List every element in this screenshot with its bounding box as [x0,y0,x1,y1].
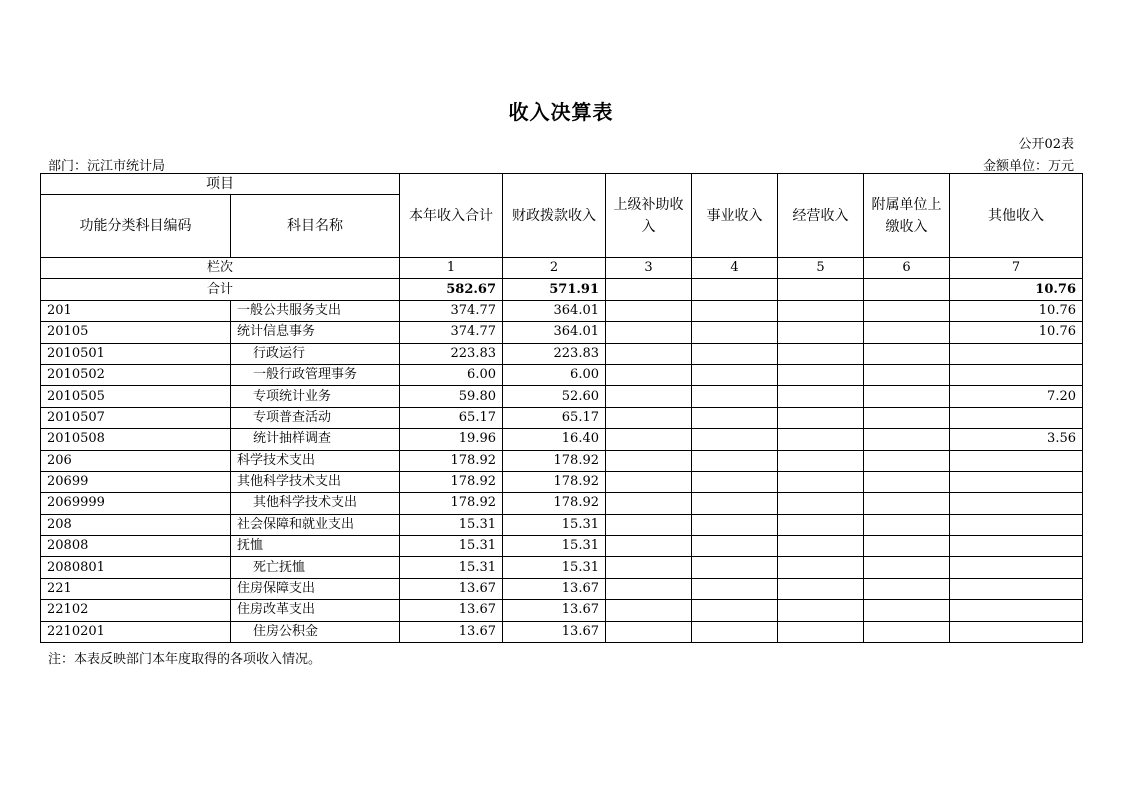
affiliated-cell [864,322,950,343]
operating-cell [778,557,864,578]
other-cell [950,514,1083,535]
other-cell [950,471,1083,492]
fiscal-cell: 178.92 [503,450,606,471]
fiscal-cell: 223.83 [503,343,606,364]
header-fiscal: 财政拨款收入 [503,174,606,258]
other-cell [950,621,1083,642]
table-row [41,343,1083,364]
operating-cell [778,364,864,385]
func-code-cell: 20105 [41,322,231,343]
other-cell [950,407,1083,428]
affiliated-cell [864,343,950,364]
operating-cell [778,386,864,407]
col-num: 6 [864,258,950,279]
other-cell [950,343,1083,364]
header-func-code: 功能分类科目编码 [41,195,231,258]
total-cell: 582.67 [400,279,503,300]
fiscal-cell: 178.92 [503,471,606,492]
header-other: 其他收入 [950,174,1083,258]
fiscal-cell: 178.92 [503,493,606,514]
subject-name-cell: 住房保障支出 [231,578,400,599]
table-row [41,600,1083,621]
table-row [41,493,1083,514]
header-row-1 [41,174,1083,195]
business-cell [692,429,778,450]
table-row [41,621,1083,642]
subject-name-cell: 统计信息事务 [231,322,400,343]
header-operating: 经营收入 [778,174,864,258]
superior-cell [606,536,692,557]
total-cell: 19.96 [400,429,503,450]
affiliated-cell [864,364,950,385]
operating-cell [778,429,864,450]
business-cell [692,450,778,471]
fiscal-cell: 15.31 [503,557,606,578]
col-num: 5 [778,258,864,279]
fiscal-cell: 13.67 [503,578,606,599]
superior-cell [606,600,692,621]
fiscal-cell: 15.31 [503,514,606,535]
operating-cell [778,300,864,321]
total-cell: 13.67 [400,621,503,642]
total-affiliated-cell [864,279,950,300]
table-body [41,300,1083,642]
superior-cell [606,514,692,535]
subject-name-cell: 抚恤 [231,536,400,557]
superior-cell [606,429,692,450]
func-code-cell: 201 [41,300,231,321]
subject-name-cell: 其他科学技术支出 [231,471,400,492]
table-row [41,407,1083,428]
affiliated-cell [864,578,950,599]
func-code-cell: 2010508 [41,429,231,450]
table-row [41,450,1083,471]
header-total: 本年收入合计 [400,174,503,258]
other-cell: 3.56 [950,429,1083,450]
superior-cell [606,557,692,578]
lanci-row [41,258,1083,279]
other-cell [950,493,1083,514]
header-affiliated: 附属单位上缴收入 [864,174,950,258]
subject-name-cell: 住房公积金 [231,621,400,642]
func-code-cell: 206 [41,450,231,471]
col-num: 7 [950,258,1083,279]
fiscal-cell: 364.01 [503,300,606,321]
col-num: 4 [692,258,778,279]
operating-cell [778,471,864,492]
table-row [41,471,1083,492]
other-cell [950,364,1083,385]
col-num: 2 [503,258,606,279]
func-code-cell: 22102 [41,600,231,621]
other-cell: 10.76 [950,322,1083,343]
business-cell [692,600,778,621]
total-operating-cell [778,279,864,300]
form-number: 公开02表 [1018,137,1074,152]
table-row [41,536,1083,557]
table-row [41,322,1083,343]
fiscal-cell: 13.67 [503,600,606,621]
business-cell [692,386,778,407]
operating-cell [778,514,864,535]
total-cell: 13.67 [400,600,503,621]
table-row [41,557,1083,578]
fiscal-cell: 6.00 [503,364,606,385]
affiliated-cell [864,536,950,557]
fiscal-cell: 364.01 [503,322,606,343]
operating-cell [778,450,864,471]
func-code-cell: 208 [41,514,231,535]
other-cell: 7.20 [950,386,1083,407]
business-cell [692,493,778,514]
header-business: 事业收入 [692,174,778,258]
operating-cell [778,536,864,557]
other-cell: 10.76 [950,300,1083,321]
affiliated-cell [864,429,950,450]
superior-cell [606,621,692,642]
footnote: 注：本表反映部门本年度取得的各项收入情况。 [48,652,322,667]
other-cell [950,536,1083,557]
superior-cell [606,322,692,343]
business-cell [692,322,778,343]
superior-cell [606,578,692,599]
subject-name-cell: 住房改革支出 [231,600,400,621]
total-superior-cell [606,279,692,300]
affiliated-cell [864,557,950,578]
func-code-cell: 221 [41,578,231,599]
affiliated-cell [864,471,950,492]
business-cell [692,471,778,492]
table-row [41,514,1083,535]
total-label: 合计 [41,279,400,300]
superior-cell [606,450,692,471]
superior-cell [606,364,692,385]
subject-name-cell: 死亡抚恤 [231,557,400,578]
table-row [41,429,1083,450]
operating-cell [778,493,864,514]
business-cell [692,621,778,642]
superior-cell [606,386,692,407]
total-other-cell: 10.76 [950,279,1083,300]
affiliated-cell [864,493,950,514]
subject-name-cell: 专项统计业务 [231,386,400,407]
other-cell [950,600,1083,621]
subject-name-cell: 科学技术支出 [231,450,400,471]
business-cell [692,300,778,321]
total-cell: 15.31 [400,557,503,578]
affiliated-cell [864,600,950,621]
unit-label: 金额单位：万元 [982,159,1074,174]
subject-name-cell: 一般公共服务支出 [231,300,400,321]
other-cell [950,557,1083,578]
total-cell: 65.17 [400,407,503,428]
affiliated-cell [864,300,950,321]
superior-cell [606,407,692,428]
func-code-cell: 2010502 [41,364,231,385]
superior-cell [606,471,692,492]
total-cell: 15.31 [400,514,503,535]
total-business-cell [692,279,778,300]
page-title: 收入决算表 [508,100,614,124]
table-row [41,386,1083,407]
superior-cell [606,300,692,321]
business-cell [692,514,778,535]
operating-cell [778,600,864,621]
business-cell [692,407,778,428]
total-cell: 15.31 [400,536,503,557]
total-row [41,279,1083,300]
business-cell [692,557,778,578]
affiliated-cell [864,514,950,535]
superior-cell [606,493,692,514]
affiliated-cell [864,450,950,471]
header-project: 项目 [41,174,400,195]
department-label: 部门：沅江市统计局 [48,159,166,174]
fiscal-cell: 52.60 [503,386,606,407]
func-code-cell: 2010501 [41,343,231,364]
business-cell [692,536,778,557]
func-code-cell: 20699 [41,471,231,492]
total-cell: 6.00 [400,364,503,385]
total-cell: 178.92 [400,471,503,492]
operating-cell [778,407,864,428]
table-row [41,364,1083,385]
business-cell [692,578,778,599]
superior-cell [606,343,692,364]
total-cell: 178.92 [400,450,503,471]
table-row [41,578,1083,599]
total-cell: 178.92 [400,493,503,514]
subject-name-cell: 行政运行 [231,343,400,364]
operating-cell [778,578,864,599]
lanci-label: 栏次 [41,258,400,279]
total-cell: 374.77 [400,322,503,343]
operating-cell [778,322,864,343]
subject-name-cell: 一般行政管理事务 [231,364,400,385]
fiscal-cell: 16.40 [503,429,606,450]
subject-name-cell: 其他科学技术支出 [231,493,400,514]
affiliated-cell [864,621,950,642]
func-code-cell: 2010507 [41,407,231,428]
header-superior: 上级补助收入 [606,174,692,258]
operating-cell [778,621,864,642]
total-cell: 59.80 [400,386,503,407]
total-cell: 374.77 [400,300,503,321]
func-code-cell: 2210201 [41,621,231,642]
subject-name-cell: 统计抽样调查 [231,429,400,450]
fiscal-cell: 65.17 [503,407,606,428]
func-code-cell: 2069999 [41,493,231,514]
fiscal-cell: 13.67 [503,621,606,642]
affiliated-cell [864,407,950,428]
income-table [40,173,1083,643]
other-cell [950,578,1083,599]
affiliated-cell [864,386,950,407]
header-subject-name: 科目名称 [231,195,400,258]
total-cell: 223.83 [400,343,503,364]
func-code-cell: 2010505 [41,386,231,407]
business-cell [692,364,778,385]
operating-cell [778,343,864,364]
subject-name-cell: 专项普查活动 [231,407,400,428]
business-cell [692,343,778,364]
table-row [41,300,1083,321]
func-code-cell: 2080801 [41,557,231,578]
total-fiscal-cell: 571.91 [503,279,606,300]
fiscal-cell: 15.31 [503,536,606,557]
func-code-cell: 20808 [41,536,231,557]
col-num: 3 [606,258,692,279]
other-cell [950,450,1083,471]
total-cell: 13.67 [400,578,503,599]
subject-name-cell: 社会保障和就业支出 [231,514,400,535]
col-num: 1 [400,258,503,279]
